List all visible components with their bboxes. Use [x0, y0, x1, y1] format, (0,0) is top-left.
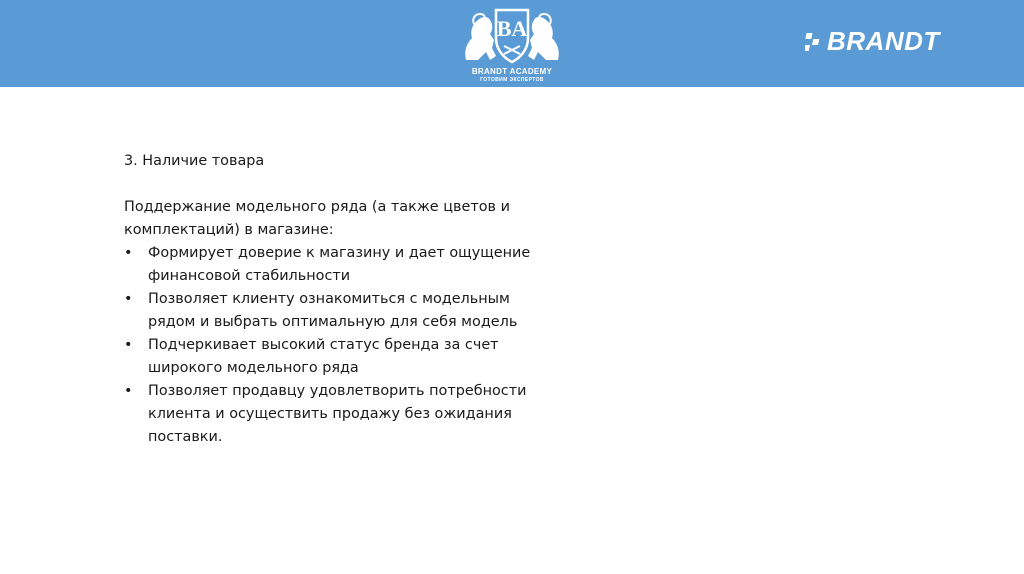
bullet-dot: •	[124, 337, 133, 353]
bullet-text: Позволяет продавцу удовлетворить потребности клиента и осуществить продажу без ожидания поставки.	[148, 383, 527, 445]
bullet-text: Подчеркивает высокий статус бренда за счет широкого модельного ряда	[148, 337, 499, 376]
bullet-list	[124, 242, 554, 449]
bullet-dot: •	[124, 291, 133, 307]
slide-content	[124, 150, 554, 449]
bullet-text: Позволяет клиенту ознакомиться с модельным рядом и выбрать оптимальную для себя модель	[148, 291, 518, 330]
list-item	[124, 288, 554, 334]
list-item	[124, 242, 554, 288]
academy-tagline: ГОТОВИМ ЭКСПЕРТОВ	[480, 77, 544, 83]
bullet-dot: •	[124, 383, 133, 399]
bullet-dot: •	[124, 245, 133, 261]
academy-monogram: BA	[496, 16, 528, 41]
section-title: 3. Наличие товара	[124, 153, 265, 169]
brand-name: BRANDT	[827, 26, 940, 56]
bullet-text: Формирует доверие к магазину и дает ощущение финансовой стабильности	[148, 245, 531, 284]
lions-crest-icon	[460, 4, 564, 66]
brandt-mark-icon	[805, 31, 825, 53]
brandt-academy-logo	[460, 4, 564, 86]
brandt-logo	[805, 27, 985, 55]
intro-text: Поддержание модельного ряда (а также цветов и комплектаций) в магазине:	[124, 199, 510, 238]
spacer	[124, 173, 554, 196]
academy-name: BRANDT ACADEMY	[471, 67, 553, 76]
list-item	[124, 380, 554, 449]
list-item	[124, 334, 554, 380]
header-band	[0, 0, 1024, 87]
